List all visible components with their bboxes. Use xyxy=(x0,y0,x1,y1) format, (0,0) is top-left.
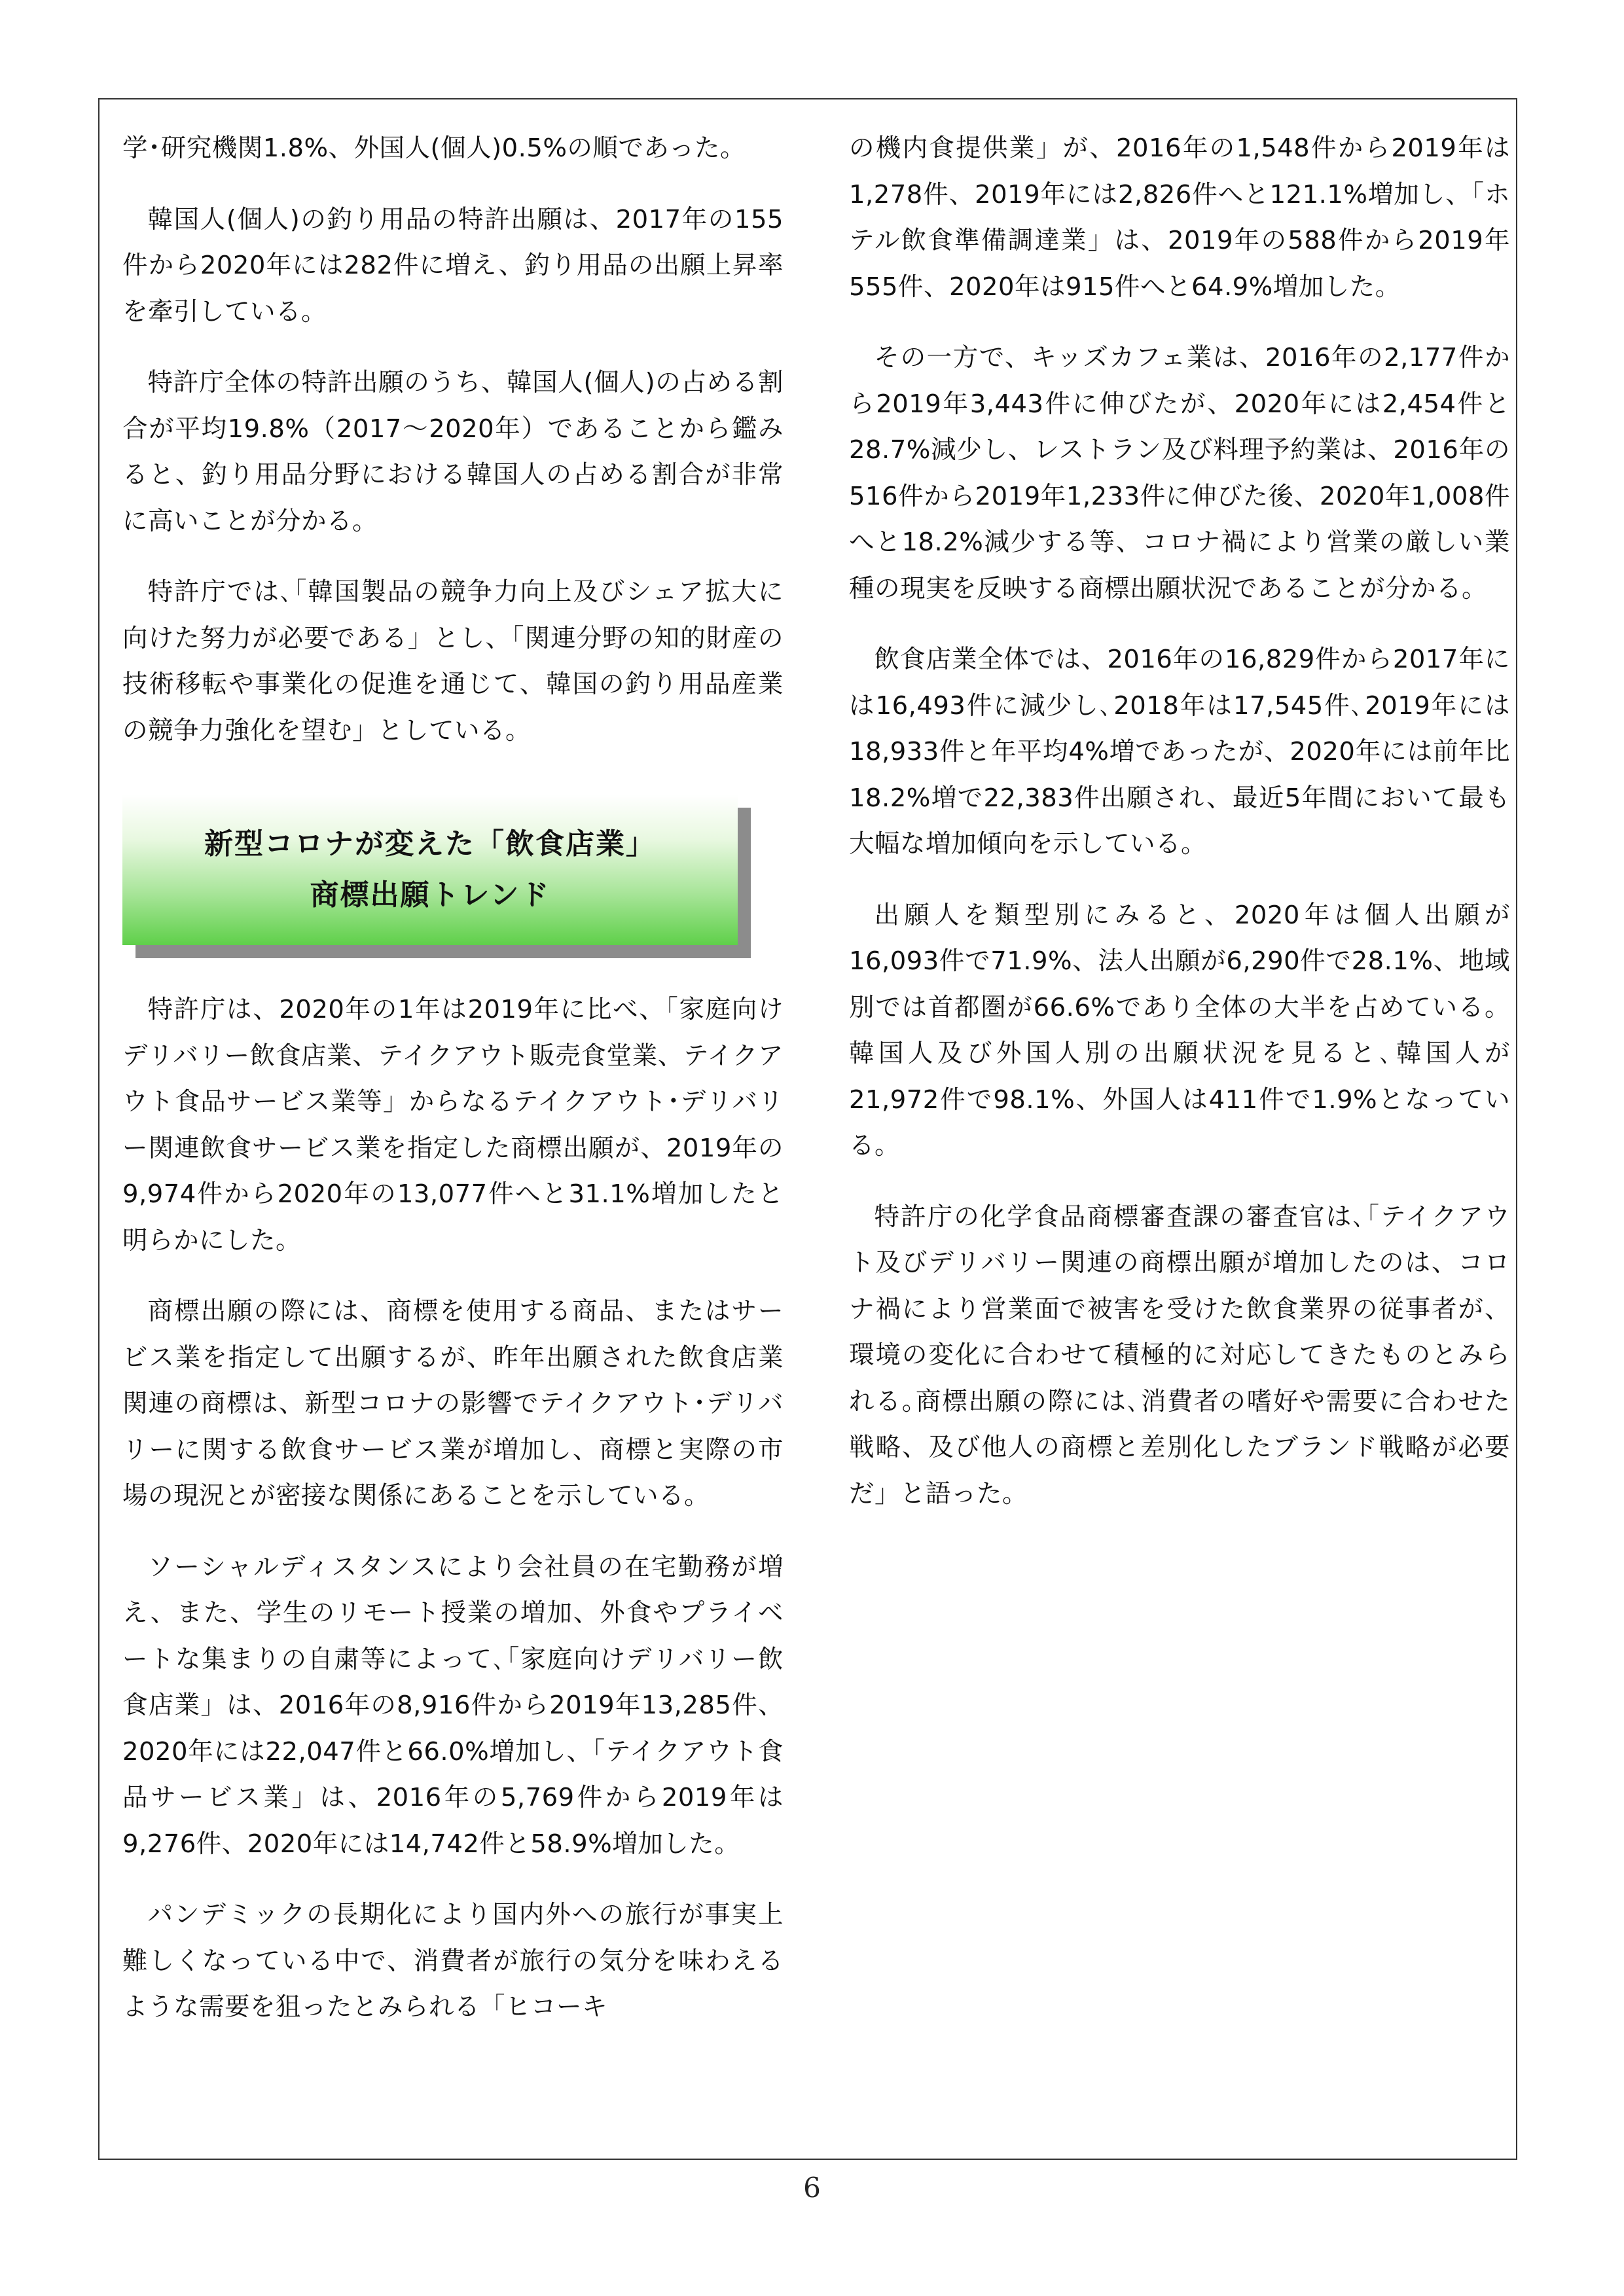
left-column xyxy=(122,126,784,2056)
paragraph: 韓国人(個人)の釣り用品の特許出願は、2017年の155件から2020年には282件に増え、釣り用品の出願上昇率を牽引している。 xyxy=(122,204,784,327)
paragraph: その一方で、キッズカフェ業は、2016年の2,177件から2019年3,443件に伸びたが、2020年には2,454件と28.7%減少し、レストラン及び料理予約業は、2016年の516件から2019年1,233件に伸びた後、2020年1,008件へと18.2%減少する等、コロナ禍により営業の厳しい業種の現実を反映する商標出願状況であることが分かる。 xyxy=(849,343,1510,603)
heading-line-1: 新型コロナが変えた「飲食店業」 xyxy=(204,827,656,861)
page-frame xyxy=(98,98,1517,2160)
heading-box xyxy=(122,795,738,945)
paragraph: 特許庁では､｢韓国製品の競争力向上及びシェア拡大に向けた努力が必要である」とし、「関連分野の知的財産の技術移転や事業化の促進を通じて、韓国の釣り用品産業の競争力強化を望む」としている。 xyxy=(122,577,784,745)
paragraph: ソーシャルディスタンスにより会社員の在宅勤務が増え、また、学生のリモート授業の増加、外食やプライベートな集まりの自粛等によって､｢家庭向けデリバリー飲食店業」は、2016年の8,916件から2019年13,285件、2020年には22,047件と66.0%増加し、「テイクアウト食品サービス業」は、2016年の5,769件から2019年は9,276件、2020年には14,742件と58.9%増加した。 xyxy=(122,1552,784,1859)
paragraph: 商標出願の際には、商標を使用する商品、またはサービス業を指定して出願するが、昨年出願された飲食店業関連の商標は、新型コロナの影響でテイクアウト･デリバリーに関する飲食サービス業が増加し、商標と実際の市場の現況とが密接な関係にあることを示している。 xyxy=(122,1297,784,1511)
paragraph: 出願人を類型別にみると、2020年は個人出願が16,093件で71.9%、法人出願が6,290件で28.1%、地域別では首都圏が66.6%であり全体の大半を占めている。韓国人及び外国人別の出願状況を見ると､韓国人が21,972件で98.1%、外国人は411件で1.9%となっている。 xyxy=(849,900,1510,1160)
paragraph: 特許庁全体の特許出願のうち、韓国人(個人)の占める割合が平均19.8%（2017～2020年）であることから鑑みると、釣り用品分野における韓国人の占める割合が非常に高いことが分かる。 xyxy=(122,368,784,536)
section-heading xyxy=(122,795,751,958)
page-number: 6 xyxy=(803,2172,821,2204)
paragraph: 飲食店業全体では、2016年の16,829件から2017年には16,493件に減少し､2018年は17,545件､2019年には18,933件と年平均4%増であったが、2020年には前年比18.2%増で22,383件出願され、最近5年間において最も大幅な増加傾向を示している。 xyxy=(849,645,1510,859)
right-column xyxy=(849,126,1510,1542)
paragraph: パンデミックの長期化により国内外への旅行が事実上難しくなっている中で、消費者が旅行の気分を味わえるような需要を狙ったとみられる「ヒコーキ xyxy=(122,1900,784,2022)
paragraph: の機内食提供業」が、2016年の1,548件から2019年は1,278件、2019年には2,826件へと121.1%増加し、「ホテル飲食準備調達業」は、2019年の588件から2019年555件、2020年は915件へと64.9%増加した。 xyxy=(849,134,1510,302)
paragraph: 特許庁の化学食品商標審査課の審査官は､｢テイクアウト及びデリバリー関連の商標出願が増加したのは、コロナ禍により営業面で被害を受けた飲食業界の従事者が、環境の変化に合わせて積極的に対応してきたものとみられる｡商標出願の際には､消費者の嗜好や需要に合わせた戦略、及び他人の商標と差別化したブランド戦略が必要だ」と語った。 xyxy=(849,1202,1510,1509)
paragraph: 特許庁は、2020年の1年は2019年に比べ、「家庭向けデリバリー飲食店業、テイクアウト販売食堂業、テイクアウト食品サービス業等」からなるテイクアウト･デリバリー関連飲食サービス業を指定した商標出願が、2019年の9,974件から2020年の13,077件へと31.1%増加したと明らかにした。 xyxy=(122,995,784,1255)
paragraph: 学･研究機関1.8%、外国人(個人)0.5%の順であった。 xyxy=(122,134,746,163)
heading-line-2: 商標出願トレンド xyxy=(310,878,550,912)
